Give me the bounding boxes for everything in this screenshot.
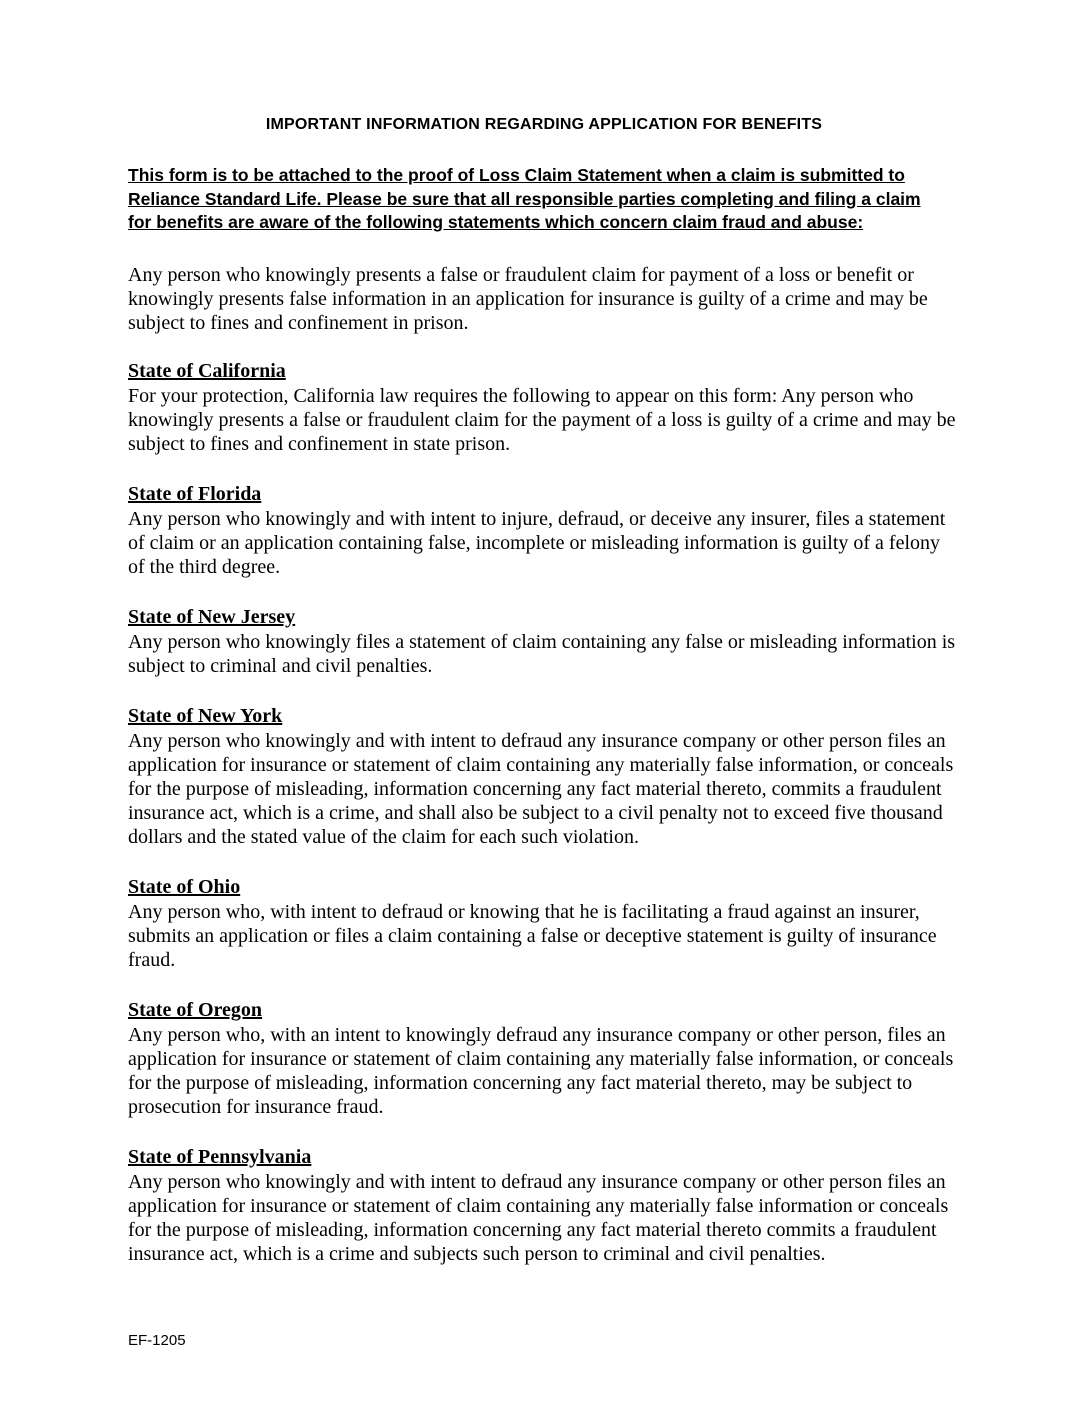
section-new-jersey xyxy=(128,605,960,678)
section-ohio xyxy=(128,875,960,972)
section-pennsylvania xyxy=(128,1145,960,1266)
section-heading-ohio: State of Ohio xyxy=(128,875,241,898)
section-heading-oregon: State of Oregon xyxy=(128,998,263,1021)
section-body-california: For your protection, California law requires the following to appear on this form: Any person who knowingly presents a false or fraudulent claim for the payment of a loss is guilty of a crime and may be subject to fines and confinement in state prison. xyxy=(128,384,956,455)
section-heading-new-york: State of New York xyxy=(128,704,283,727)
section-heading-pennsylvania: State of Pennsylvania xyxy=(128,1145,312,1168)
section-california xyxy=(128,359,960,456)
section-heading-florida: State of Florida xyxy=(128,482,262,505)
section-florida xyxy=(128,482,960,579)
section-oregon xyxy=(128,998,960,1119)
section-new-york xyxy=(128,704,960,849)
document-title: IMPORTANT INFORMATION REGARDING APPLICATION FOR BENEFITS xyxy=(265,116,823,133)
attachment-notice: This form is to be attached to the proof of Loss Claim Statement when a claim is submitted to Reliance Standard Life. Please be sure that all responsible parties completing and filing a claim for benefits are aware of the following statements which concern claim fraud and abuse: xyxy=(128,165,921,232)
section-heading-california: State of California xyxy=(128,359,286,382)
form-number: EF-1205 xyxy=(128,1332,186,1349)
section-body-florida: Any person who knowingly and with intent to injure, defraud, or deceive any insurer, files a statement of claim or an application containing false, incomplete or misleading information is guilty of a felony of the third degree. xyxy=(128,507,946,578)
section-body-pennsylvania: Any person who knowingly and with intent to defraud any insurance company or other person files an application for insurance or statement of claim containing any materially false information or conceals for the purpose of misleading, information concerning any fact material thereto commits a fraudulent insurance act, which is a crime and subjects such person to criminal and civil penalties. xyxy=(128,1170,949,1265)
section-body-oregon: Any person who, with an intent to knowingly defraud any insurance company or other person, files an application for insurance or statement of claim containing any materially false information, or conceals for the purpose of misleading, information concerning any fact material thereto, may be subject to prosecution for insurance fraud. xyxy=(128,1023,954,1118)
general-fraud-statement: Any person who knowingly presents a false or fraudulent claim for payment of a loss or benefit or knowingly presents false information in an application for insurance is guilty of a crime and may be subject to fines and confinement in prison. xyxy=(128,263,928,334)
section-heading-new-jersey: State of New Jersey xyxy=(128,605,296,628)
section-body-ohio: Any person who, with intent to defraud or knowing that he is facilitating a fraud against an insurer, submits an application or files a claim containing a false or deceptive statement is guilty of insurance fraud. xyxy=(128,900,937,971)
section-body-new-york: Any person who knowingly and with intent to defraud any insurance company or other person files an application for insurance or statement of claim containing any materially false information, or conceals for the purpose of misleading, information concerning any fact material thereto, commits a fraudulent insurance act, which is a crime, and shall also be subject to a civil penalty not to exceed five thousand dollars and the stated value of the claim for each such violation. xyxy=(128,729,954,848)
section-body-new-jersey: Any person who knowingly files a statement of claim containing any false or misleading information is subject to criminal and civil penalties. xyxy=(128,630,956,677)
